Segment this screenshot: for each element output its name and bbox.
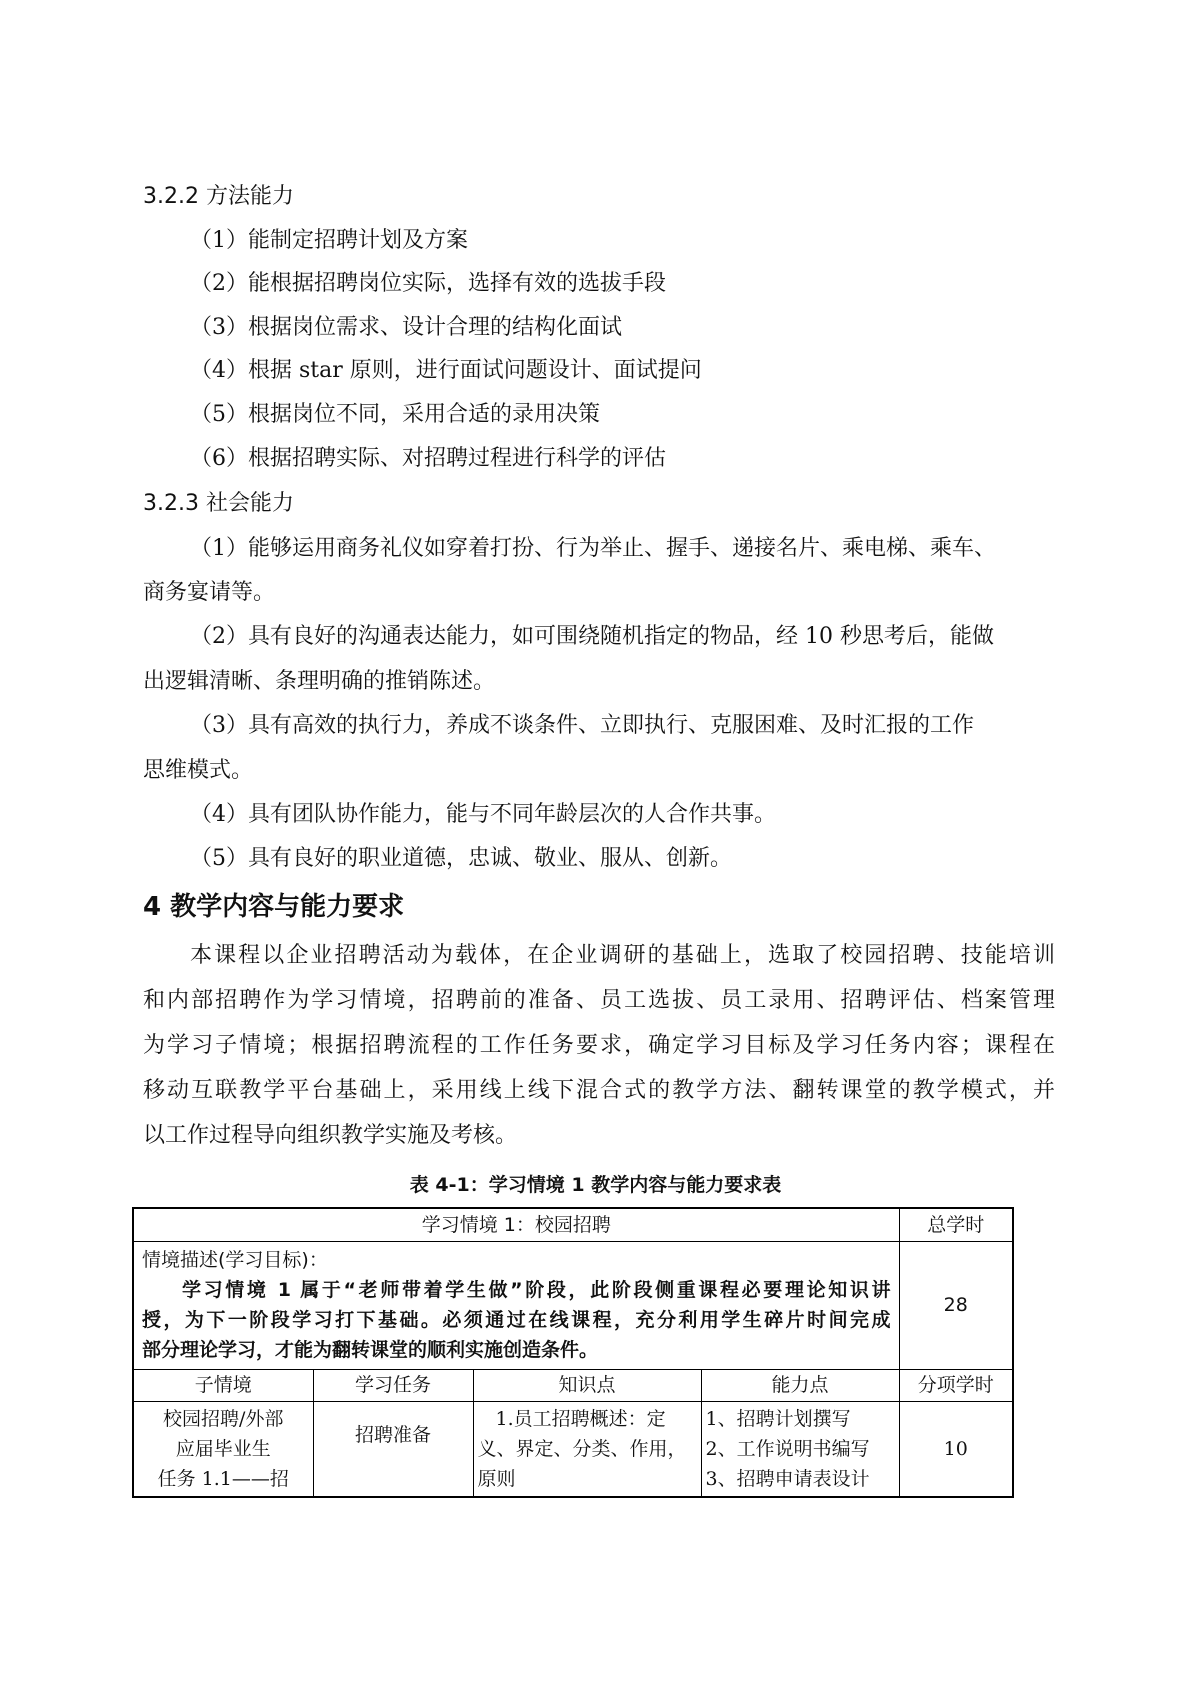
table-caption: 表 4-1：学习情境 1 教学内容与能力要求表 bbox=[409, 1174, 782, 1196]
cell-line: 1.员工招聘概述：定 bbox=[495, 1407, 666, 1430]
social-item-2-line-1: （2）具有良好的沟通表达能力，如可围绕随机指定的物品，经 10 秒思考后，能做 bbox=[190, 624, 994, 649]
hours-cell: 10 bbox=[899, 1401, 1013, 1497]
table-title: 学习情境 1：校园招聘 bbox=[133, 1208, 899, 1241]
social-item-3-line-2: 思维模式。 bbox=[143, 758, 254, 783]
paragraph-line: 移动互联教学平台基础上，采用线上线下混合式的教学方法、翻转课堂的教学模式，并 bbox=[143, 1078, 1055, 1103]
description-line: 授，为下一阶段学习打下基础。必须通过在线课程，充分利用学生碎片时间完成 bbox=[142, 1309, 891, 1331]
method-item-3: （3）根据岗位需求、设计合理的结构化面试 bbox=[190, 315, 622, 340]
heading-4: 4 教学内容与能力要求 bbox=[143, 892, 405, 922]
social-item-2-line-2: 出逻辑清晰、条理明确的推销陈述。 bbox=[143, 669, 496, 694]
cell-line: 应届毕业生 bbox=[175, 1437, 271, 1460]
description-label: 情境描述(学习目标)： bbox=[142, 1249, 328, 1271]
column-header: 知识点 bbox=[473, 1369, 701, 1401]
section-4-paragraph bbox=[143, 933, 1055, 1158]
method-item-4: （4）根据 star 原则，进行面试问题设计、面试提问 bbox=[190, 358, 702, 383]
situation-description bbox=[133, 1241, 899, 1369]
table-title-row bbox=[133, 1208, 1013, 1241]
social-item-5: （5）具有良好的职业道德，忠诚、敬业、服从、创新。 bbox=[190, 846, 732, 871]
table-description-row bbox=[133, 1241, 1013, 1369]
method-item-2: （2）能根据招聘岗位实际，选择有效的选拔手段 bbox=[190, 271, 666, 296]
method-item-1: （1）能制定招聘计划及方案 bbox=[190, 228, 468, 253]
description-line: 部分理论学习，才能为翻转课堂的顺利实施创造条件。 bbox=[142, 1339, 599, 1361]
paragraph-line: 以工作过程导向组织教学实施及考核。 bbox=[143, 1123, 518, 1148]
cell-line: 1、招聘计划撰写 bbox=[705, 1407, 851, 1430]
total-hours-label: 总学时 bbox=[899, 1208, 1013, 1241]
cell-line: 原则 bbox=[477, 1467, 516, 1490]
heading-3-2-2: 3.2.2 方法能力 bbox=[143, 184, 294, 209]
knowledge-cell bbox=[473, 1401, 701, 1497]
table-header-row bbox=[133, 1369, 1013, 1401]
cell-line: 2、工作说明书编写 bbox=[705, 1437, 870, 1460]
column-header: 学习任务 bbox=[313, 1369, 473, 1401]
column-header: 分项学时 bbox=[899, 1369, 1013, 1401]
column-header: 能力点 bbox=[701, 1369, 899, 1401]
learning-situation-table bbox=[132, 1207, 1014, 1498]
method-item-5: （5）根据岗位不同，采用合适的录用决策 bbox=[190, 402, 600, 427]
cell-line: 校园招聘/外部 bbox=[163, 1407, 284, 1430]
cell-line: 任务 1.1——招 bbox=[157, 1467, 289, 1490]
paragraph-line: 和内部招聘作为学习情境，招聘前的准备、员工选拔、员工录用、招聘评估、档案管理 bbox=[143, 988, 1055, 1013]
column-header: 子情境 bbox=[133, 1369, 313, 1401]
social-item-1-line-1: （1）能够运用商务礼仪如穿着打扮、行为举止、握手、递接名片、乘电梯、乘车、 bbox=[190, 536, 996, 561]
social-item-4: （4）具有团队协作能力，能与不同年龄层次的人合作共事。 bbox=[190, 802, 776, 827]
cell-line: 3、招聘申请表设计 bbox=[705, 1467, 870, 1490]
description-line: 学习情境 1 属于“老师带着学生做”阶段，此阶段侧重课程必要理论知识讲 bbox=[182, 1279, 891, 1301]
sub-situation-cell bbox=[133, 1401, 313, 1497]
method-item-6: （6）根据招聘实际、对招聘过程进行科学的评估 bbox=[190, 446, 666, 471]
paragraph-line: 为学习子情境；根据招聘流程的工作任务要求，确定学习目标及学习任务内容；课程在 bbox=[143, 1033, 1055, 1058]
social-item-1-line-2: 商务宴请等。 bbox=[143, 580, 276, 605]
heading-3-2-3: 3.2.3 社会能力 bbox=[143, 491, 294, 516]
task-cell: 招聘准备 bbox=[313, 1401, 473, 1497]
social-item-3-line-1: （3）具有高效的执行力，养成不谈条件、立即执行、克服困难、及时汇报的工作 bbox=[190, 713, 974, 738]
table-row bbox=[133, 1401, 1013, 1497]
ability-cell bbox=[701, 1401, 899, 1497]
cell-line: 义、界定、分类、作用， bbox=[477, 1437, 687, 1460]
total-hours-value: 28 bbox=[899, 1241, 1013, 1369]
paragraph-line: 本课程以企业招聘活动为载体，在企业调研的基础上，选取了校园招聘、技能培训 bbox=[190, 943, 1055, 968]
